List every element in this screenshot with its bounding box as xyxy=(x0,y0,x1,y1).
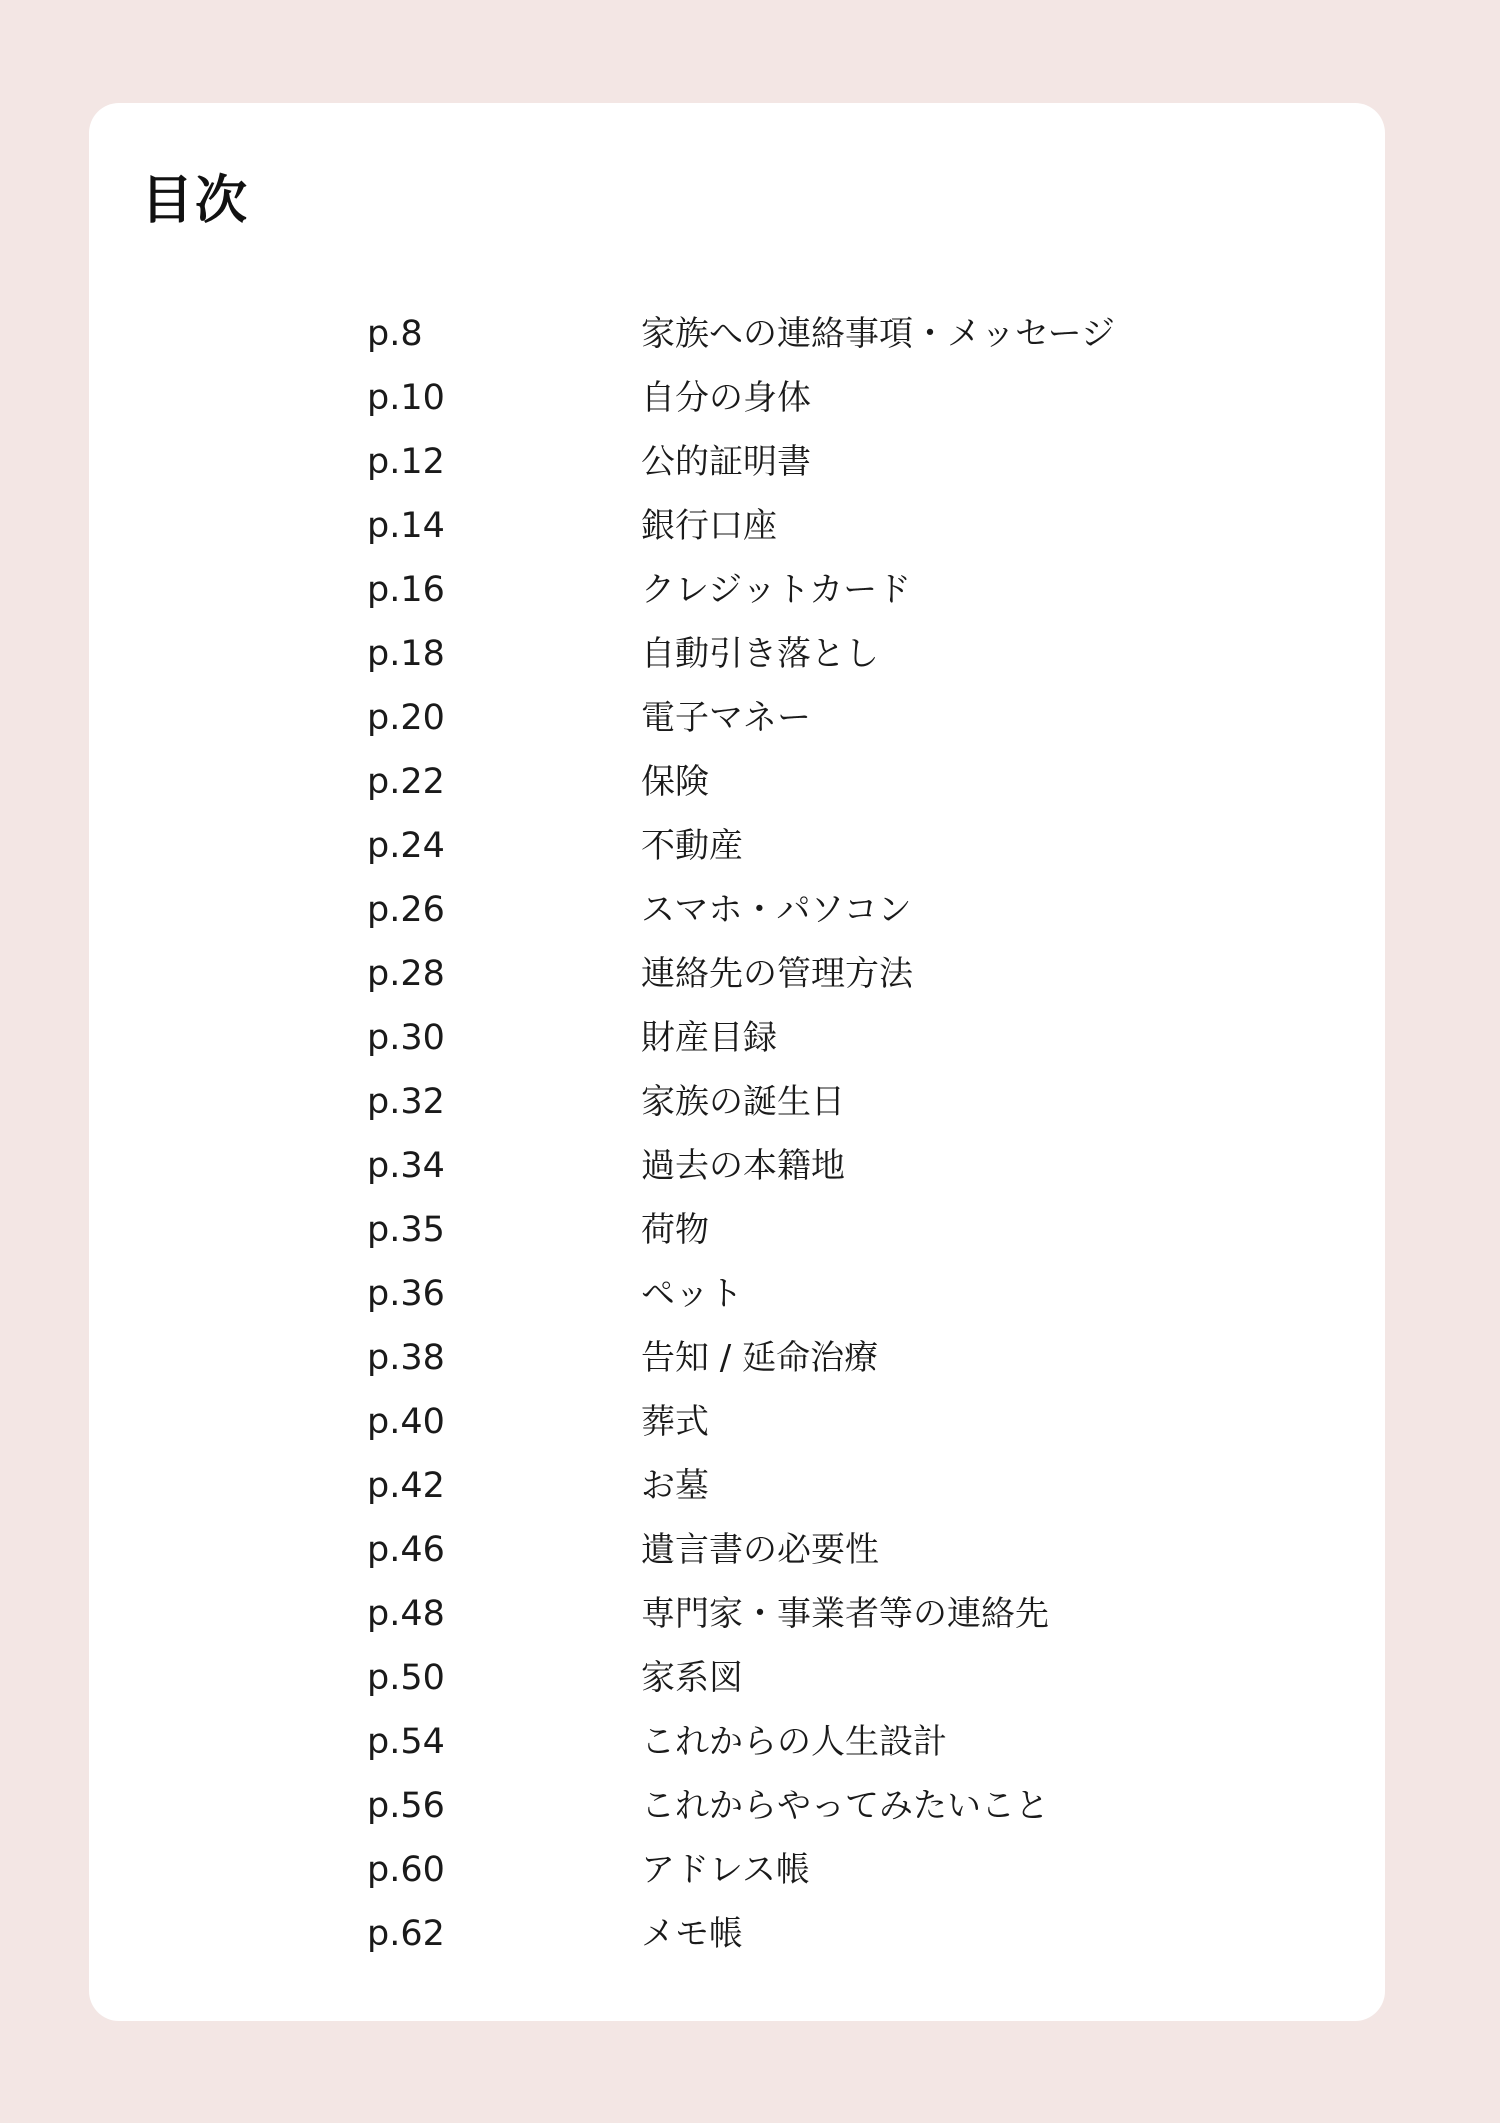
toc-entry xyxy=(367,558,1115,622)
toc-entry xyxy=(367,1198,1115,1262)
toc-entry-page: p.8 xyxy=(367,313,423,354)
toc-entry-label: 遺言書の必要性 xyxy=(641,1530,879,1570)
toc-entry-page: p.22 xyxy=(367,761,445,802)
toc-entry xyxy=(367,686,1115,750)
toc-entry xyxy=(367,494,1115,558)
toc-entry-label: 財産目録 xyxy=(641,1018,777,1058)
toc-entry-label: お墓 xyxy=(641,1466,709,1506)
toc-entry-page: p.36 xyxy=(367,1273,445,1314)
toc-entry xyxy=(367,1774,1115,1838)
toc-entry-page: p.14 xyxy=(367,505,445,546)
toc-entry-page: p.10 xyxy=(367,377,445,418)
toc-entry xyxy=(367,622,1115,686)
toc-entry-page: p.30 xyxy=(367,1017,445,1058)
toc-entry-page: p.38 xyxy=(367,1337,445,1378)
toc-entry-label: 電子マネー xyxy=(641,698,811,738)
toc-entry-label: 家族への連絡事項・メッセージ xyxy=(641,314,1115,354)
toc-entry xyxy=(367,430,1115,494)
toc-entry xyxy=(367,1006,1115,1070)
toc-entry xyxy=(367,814,1115,878)
toc-entry-page: p.26 xyxy=(367,889,445,930)
toc-entry xyxy=(367,1326,1115,1390)
toc-entry-page: p.40 xyxy=(367,1401,445,1442)
toc-entry xyxy=(367,1262,1115,1326)
toc-entry xyxy=(367,1646,1115,1710)
toc-entry-label: 過去の本籍地 xyxy=(641,1146,845,1186)
toc-entry-page: p.35 xyxy=(367,1209,445,1250)
toc-entry-page: p.56 xyxy=(367,1785,445,1826)
toc-card xyxy=(89,103,1385,2021)
toc-entry-page: p.18 xyxy=(367,633,445,674)
toc-entry xyxy=(367,302,1115,366)
toc-entry-page: p.12 xyxy=(367,441,445,482)
toc-entry-label: スマホ・パソコン xyxy=(641,890,912,930)
toc-entry-page: p.16 xyxy=(367,569,445,610)
toc-entry-page: p.46 xyxy=(367,1529,445,1570)
toc-entry xyxy=(367,1518,1115,1582)
toc-entry-label: 告知 / 延命治療 xyxy=(641,1338,879,1378)
toc-entry-label: 葬式 xyxy=(641,1402,709,1442)
toc-entry xyxy=(367,1902,1115,1966)
toc-entry xyxy=(367,942,1115,1006)
toc-entry-label: 荷物 xyxy=(641,1210,709,1250)
toc-entry-page: p.28 xyxy=(367,953,445,994)
toc-entry xyxy=(367,1838,1115,1902)
toc-entry xyxy=(367,1454,1115,1518)
toc-title: 目次 xyxy=(141,171,250,231)
toc-list xyxy=(367,302,1115,1966)
toc-entry-label: 家系図 xyxy=(641,1658,743,1698)
toc-entry-label: 銀行口座 xyxy=(641,506,777,546)
toc-entry-label: 自分の身体 xyxy=(641,378,811,418)
toc-entry-label: クレジットカード xyxy=(641,570,912,610)
toc-entry-page: p.32 xyxy=(367,1081,445,1122)
toc-entry-label: 連絡先の管理方法 xyxy=(641,954,913,994)
toc-entry-label: アドレス帳 xyxy=(641,1850,810,1890)
toc-entry-label: これからの人生設計 xyxy=(641,1722,947,1762)
toc-entry xyxy=(367,366,1115,430)
toc-entry-page: p.60 xyxy=(367,1849,445,1890)
toc-entry-label: ペット xyxy=(641,1274,743,1314)
toc-entry-page: p.20 xyxy=(367,697,445,738)
toc-entry-label: これからやってみたいこと xyxy=(641,1786,1049,1826)
toc-entry-label: メモ帳 xyxy=(641,1914,743,1954)
toc-entry-page: p.42 xyxy=(367,1465,445,1506)
toc-entry-page: p.48 xyxy=(367,1593,445,1634)
toc-entry xyxy=(367,750,1115,814)
toc-entry-label: 不動産 xyxy=(641,826,743,866)
toc-entry-label: 保険 xyxy=(641,762,709,802)
toc-entry xyxy=(367,1390,1115,1454)
toc-entry-page: p.24 xyxy=(367,825,445,866)
toc-entry-label: 専門家・事業者等の連絡先 xyxy=(641,1594,1049,1634)
toc-entry-page: p.62 xyxy=(367,1913,445,1954)
toc-entry xyxy=(367,1582,1115,1646)
toc-entry-label: 公的証明書 xyxy=(641,442,811,482)
toc-entry-page: p.50 xyxy=(367,1657,445,1698)
toc-entry-page: p.34 xyxy=(367,1145,445,1186)
toc-entry-label: 家族の誕生日 xyxy=(641,1082,845,1122)
toc-entry-label: 自動引き落とし xyxy=(641,634,879,674)
toc-entry-page: p.54 xyxy=(367,1721,445,1762)
toc-entry xyxy=(367,1134,1115,1198)
toc-entry xyxy=(367,1070,1115,1134)
toc-entry xyxy=(367,878,1115,942)
toc-entry xyxy=(367,1710,1115,1774)
